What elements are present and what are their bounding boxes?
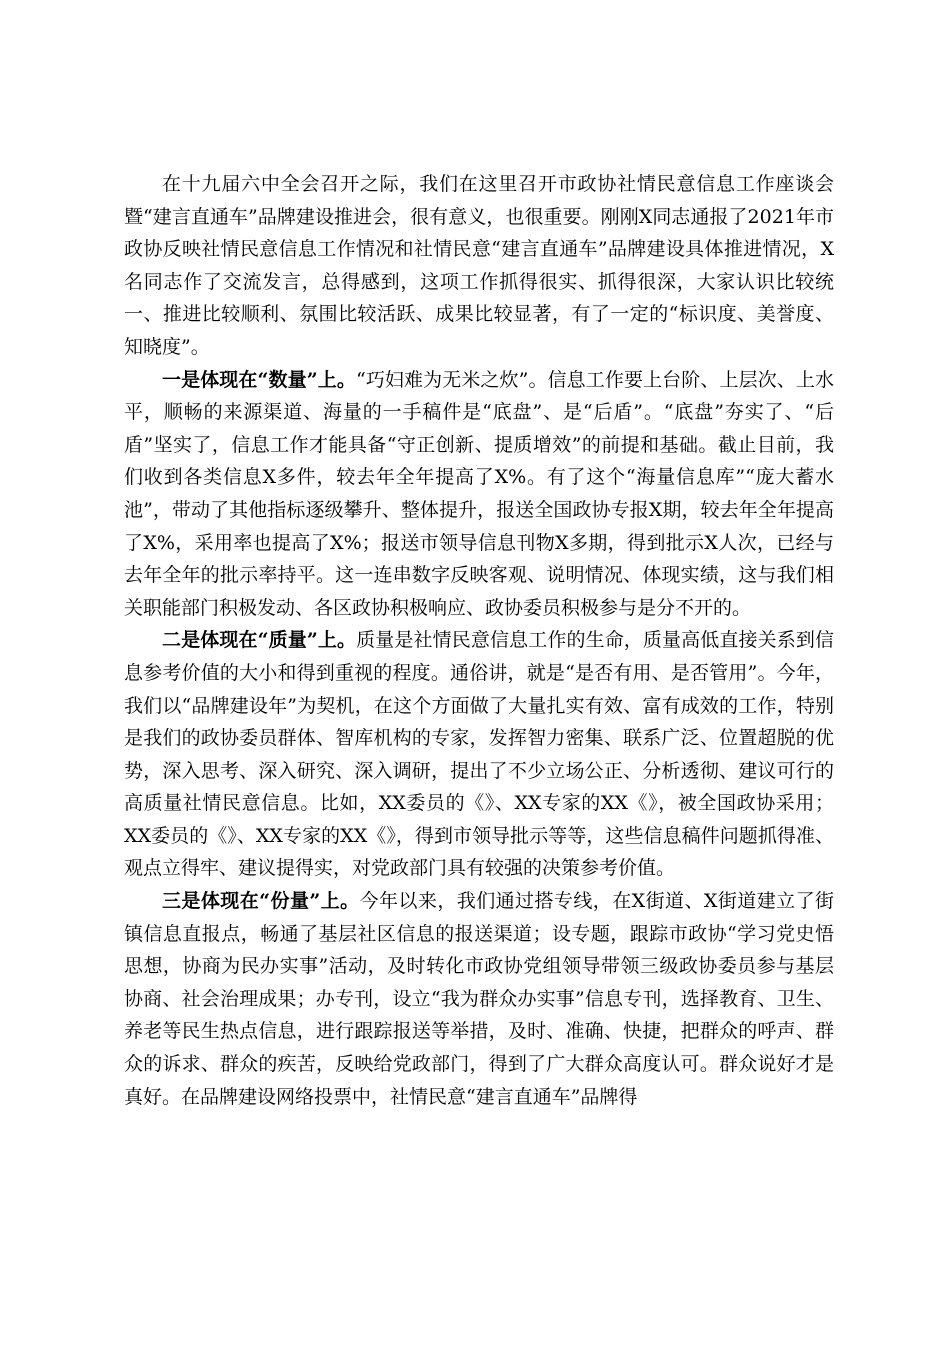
paragraph-heading: 二是体现在“质量”上。 — [162, 629, 357, 652]
paragraph-text: 质量是社情民意信息工作的生命，质量高低直接关系到信息参考价值的大小和得到重视的程度。通俗讲，就是“是否有用、是否管用”。今年，我们以“品牌建设年”为契机，在这个方面做了大量扎实有效、富有成效的工作，特别是我们的政协委员群体、智库机构的专家，发挥智力密集、联系广泛、位置超脱的优势，深入思考、深入研究、深入调研，提出了不少立场公正、分析透彻、建议可行的高质量社情民意信息。比如，XX委员的《》、XX专家的XX《》，被全国政协采用；XX委员的《》、XX专家的XX《》，得到市领导批示等等，这些信息稿件问题抓得准、观点立得牢、建议提得实，对党政部门具有较强的决策参考价值。 — [124, 629, 834, 880]
paragraph-quantity — [124, 364, 834, 625]
paragraph-text: “巧妇难为无米之炊”。信息工作要上台阶、上层次、上水平，顺畅的来源渠道、海量的一手稿件是“底盘”、是“后盾”。“底盘”夯实了、“后盾”坚实了，信息工作才能具备“守正创新、提质增效”的前提和基础。截止目前，我们收到各类信息X多件，较去年全年提高了X%。有了这个“海量信息库”“庞大蓄水池”，带动了其他指标逐级攀升、整体提升，报送全国政协专报X期，较去年全年提高了X%，采用率也提高了X%；报送市领导信息刊物X多期，得到批示X人次，已经与去年全年的批示率持平。这一连串数字反映客观、说明情况、体现实绩，这与我们相关职能部门积极发动、各区政协积极响应、政协委员积极参与是分不开的。 — [124, 368, 834, 619]
paragraph-weight — [124, 885, 834, 1113]
paragraph-heading: 三是体现在“份量”上。 — [162, 890, 360, 913]
paragraph-text: 在十九届六中全会召开之际，我们在这里召开市政协社情民意信息工作座谈会暨“建言直通车”品牌建设推进会，很有意义，也很重要。刚刚X同志通报了2021年市政协反映社情民意信息工作情况和社情民意“建言直通车”品牌建设具体推进情况，X名同志作了交流发言，总得感到，这项工作抓得很实、抓得很深，大家认识比较统一、推进比较顺利、氛围比较活跃、成果比较显著，有了一定的“标识度、美誉度、知晓度”。 — [124, 173, 834, 358]
paragraph-intro — [124, 168, 834, 364]
paragraph-heading: 一是体现在“数量”上。 — [162, 368, 356, 391]
document-page — [124, 168, 834, 1113]
paragraph-text: 今年以来，我们通过搭专线，在X街道、X街道建立了街镇信息直报点，畅通了基层社区信息的报送渠道；设专题，跟踪市政协“学习党史悟思想，协商为民办实事”活动，及时转化市政协党组领导带领三级政协委员参与基层协商、社会治理成果；办专刊，设立“我为群众办实事”信息专刊，选择教育、卫生、养老等民生热点信息，进行跟踪报送等举措，及时、准确、快捷，把群众的呼声、群众的诉求、群众的疾苦，反映给党政部门，得到了广大群众高度认可。群众说好才是真好。在品牌建设网络投票中，社情民意“建言直通车”品牌得 — [124, 890, 835, 1108]
paragraph-quality — [124, 624, 834, 885]
